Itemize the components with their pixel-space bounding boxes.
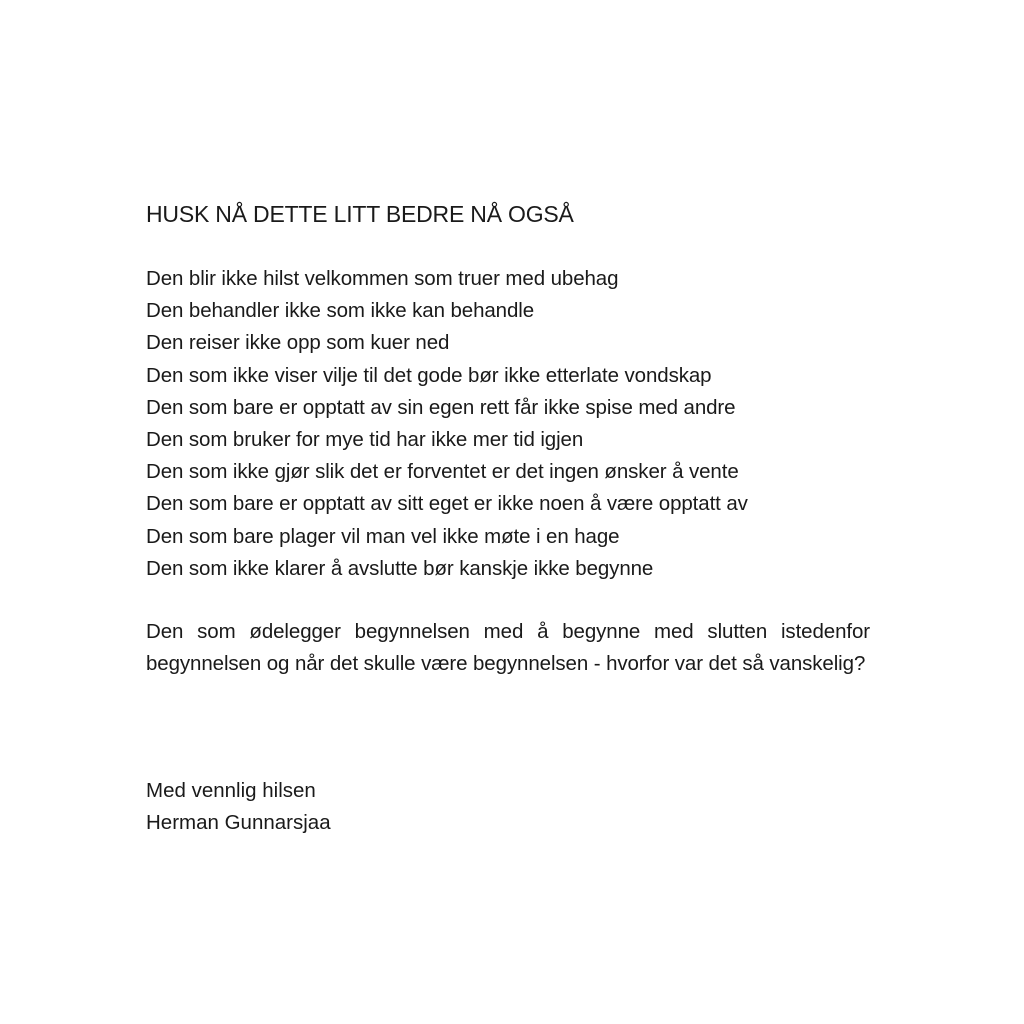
poem-line: Den som bare er opptatt av sitt eget er ikke noen å være opptatt av <box>146 492 748 516</box>
poem-line: Den behandler ikke som ikke kan behandle <box>146 299 535 323</box>
poem-line: Den som ikke gjør slik det er forventet er det ingen ønsker å vente <box>146 460 739 484</box>
poem-line: Den som ikke viser vilje til det gode bør ikke etterlate vondskap <box>146 363 712 387</box>
signoff <box>146 775 331 839</box>
poem-line: Den reiser ikke opp som kuer ned <box>146 331 450 355</box>
signoff-greeting: Med vennlig hilsen <box>146 779 316 802</box>
poem-stanza <box>146 263 748 585</box>
poem-line: Den som ikke klarer å avslutte bør kanskje ikke begynne <box>146 556 654 580</box>
poem-line: Den som bare plager vil man vel ikke møte i en hage <box>146 524 620 548</box>
poem-line: Den blir ikke hilst velkommen som truer med ubehag <box>146 267 619 290</box>
poem-line: Den som bruker for mye tid har ikke mer tid igjen <box>146 427 584 451</box>
signoff-name: Herman Gunnarsjaa <box>146 811 331 834</box>
closing-paragraph: Den som ødelegger begynnelsen med å begynne med slutten istedenfor begynnelsen og når det skulle være begynnelsen - hvorfor var det så vanskelig? <box>146 620 870 676</box>
poem-line: Den som bare er opptatt av sin egen rett får ikke spise med andre <box>146 395 736 419</box>
poem-title: HUSK NÅ DETTE LITT BEDRE NÅ OGSÅ <box>146 201 574 227</box>
